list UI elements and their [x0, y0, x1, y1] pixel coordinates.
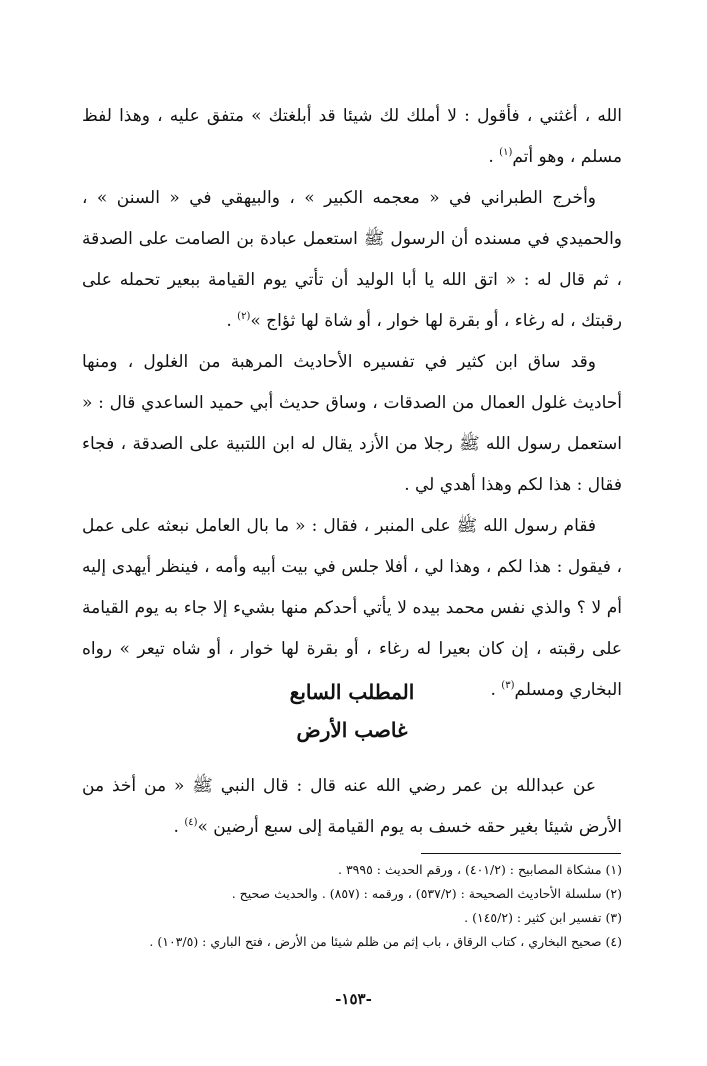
- main-text: [82, 96, 622, 711]
- footnote-divider: [421, 853, 621, 854]
- footnote-3: (٣) تفسير ابن كثير : (١٤٥/٢) .: [464, 910, 622, 925]
- footnote-ref-3: (٣): [501, 680, 515, 691]
- paragraph-tail: .: [488, 147, 500, 167]
- paragraph-text: وأخرج الطبراني في « معجمه الكبير » ، والبيهقي في « السنن » ، والحميدي في مسنده أن الرسول ﷺ استعمل عبادة بن الصامت على الصدقة ، ثم قال له : « اتق الله يا أبا الوليد أن تأتي يوم القيامة ببعير تحمله على رقبتك ، له رغاء ، أو بقرة لها خوار ، أو شاة لها ثؤاج »: [82, 188, 622, 331]
- section-text: [82, 766, 622, 848]
- paragraph-text: الله ، أغثني ، فأقول : لا أملك لك شيئا قد أبلغتك » متفق عليه ، وهذا لفظ مسلم ، وهو أتم: [82, 106, 622, 167]
- paragraph-text: عن عبدالله بن عمر رضي الله عنه قال : قال النبي ﷺ « من أخذ من الأرض شيئا بغير حقه خسف به يوم القيامة إلى سبع أرضين »: [82, 776, 622, 837]
- footnote-4: (٤) صحيح البخاري ، كتاب الرقاق ، باب إثم من ظلم شيئا من الأرض ، فتح الباري : (١٠٣/٥) .: [149, 934, 622, 949]
- paragraph-tail: .: [173, 817, 185, 837]
- paragraph-tail: .: [490, 680, 502, 700]
- footnote-ref-1: (١): [499, 147, 513, 158]
- footnote-1: (١) مشكاة المصابيح : (٤٠١/٢) ، ورقم الحديث : ٣٩٩٥ .: [338, 862, 622, 877]
- page-number: -١٥٣-: [335, 990, 372, 1008]
- paragraph-5: [82, 766, 622, 848]
- paragraph-text: وقد ساق ابن كثير في تفسيره الأحاديث المرهبة من الغلول ، ومنها أحاديث غلول العمال من الصدقات ، وساق حديث أبي حميد الساعدي قال : « استعمل رسول الله ﷺ رجلا من الأزد يقال له ابن اللتبية على الصدقة ، فجاء فقال : هذا لكم وهذا أهدي لي .: [82, 352, 622, 495]
- section-subtitle: غاصب الأرض: [296, 718, 408, 742]
- paragraph-tail: .: [226, 311, 238, 331]
- paragraph-2: [82, 178, 622, 342]
- footnote-ref-2: (٢): [237, 311, 251, 322]
- footnote-ref-4: (٤): [184, 817, 198, 828]
- section-title: المطلب السابع: [289, 680, 415, 704]
- paragraph-1: [82, 96, 622, 178]
- paragraph-text: فقام رسول الله ﷺ على المنبر ، فقال : « ما بال العامل نبعثه على عمل ، فيقول : هذا لكم ، وهذا لي ، أفلا جلس في بيت أبيه وأمه ، فينظر أيهدى إليه أم لا ؟ والذي نفس محمد بيده لا يأتي أحدكم منها بشيء إلا جاء به يوم القيامة على رقبته ، إن كان بعيرا له رغاء ، أو بقرة لها خوار ، أو شاه تيعر » رواه البخاري ومسلم: [82, 516, 622, 700]
- footnote-2: (٢) سلسلة الأحاديث الصحيحة : (٥٣٧/٢) ، ورقمه : (٨٥٧) . والحديث صحيح .: [231, 886, 622, 901]
- paragraph-3: [82, 342, 622, 506]
- footnotes: [82, 858, 622, 954]
